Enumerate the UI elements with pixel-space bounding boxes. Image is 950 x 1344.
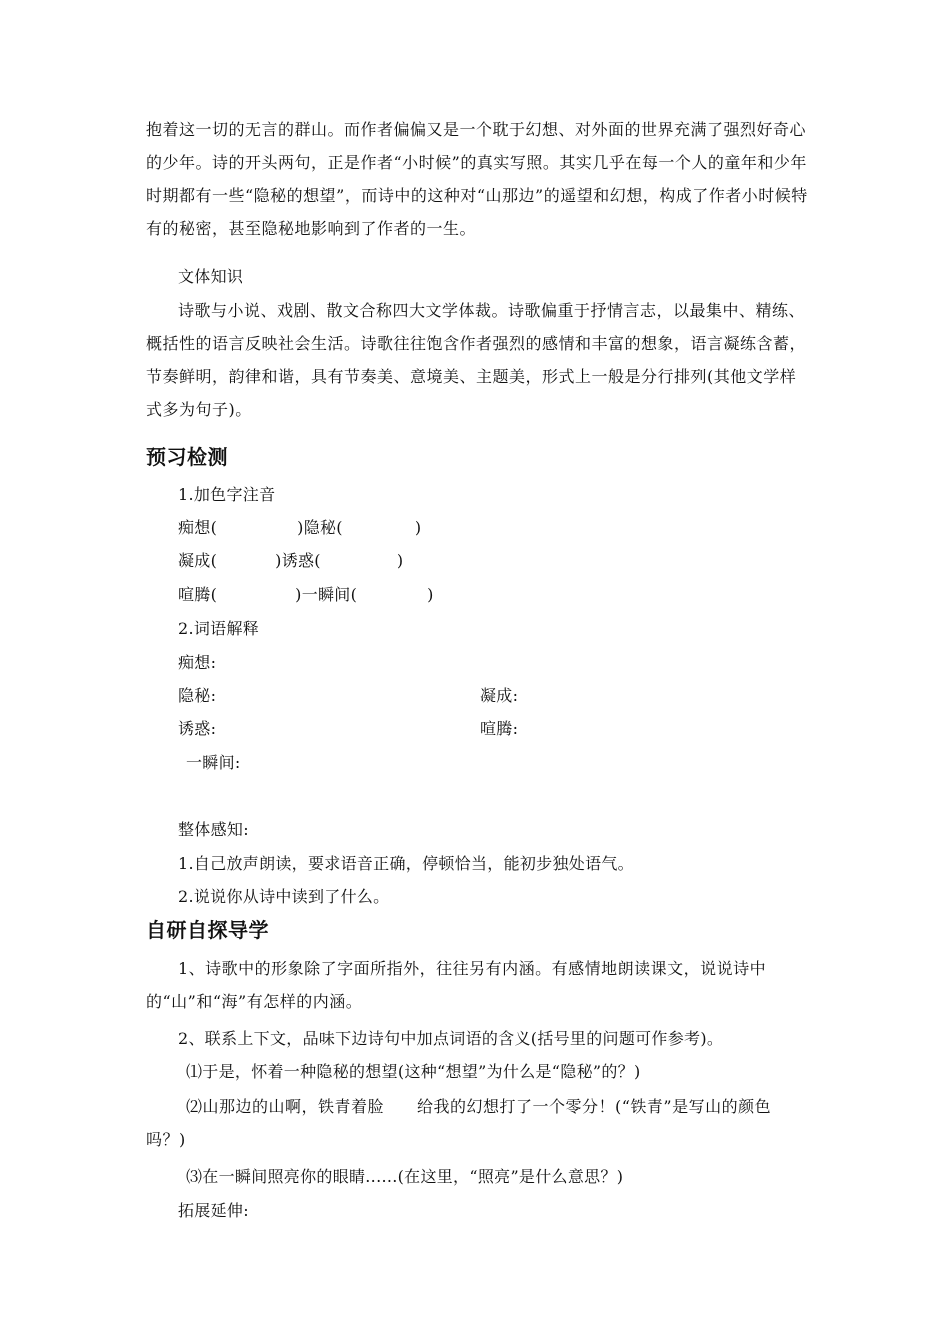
pinyin-row-3 — [178, 584, 434, 606]
pinyin-close: ) — [427, 585, 434, 604]
pinyin-term-chixiang: 痴想( — [178, 518, 218, 537]
pinyin-close: ) — [414, 518, 422, 537]
term-chixiang: 痴想: — [178, 653, 217, 672]
study-sub-1: ⑴于是，怀着一种隐秘的想望(这种“想望”为什么是“隐秘”的？) — [186, 1062, 641, 1081]
term-yinmi: 隐秘: — [178, 686, 217, 705]
pinyin-term-yinmi: )隐秘( — [297, 518, 343, 537]
term-yishunjian: 一瞬间: — [186, 753, 241, 772]
pinyin-term-ningcheng: 凝成( — [178, 551, 218, 570]
pinyin-close: ) — [396, 551, 404, 570]
pinyin-term-yishunjian: )一瞬间( — [295, 585, 358, 604]
term-ningcheng: 凝成: — [480, 686, 519, 705]
genre-title: 文体知识 — [178, 267, 244, 286]
study-sub-3: ⑶在一瞬间照亮你的眼睛......(在这里，“照亮”是什么意思？) — [186, 1167, 624, 1186]
q2-title: 2.词语解释 — [178, 619, 260, 638]
overall-item-1: 1.自己放声朗读，要求语音正确，停顿恰当，能初步独处语气。 — [178, 854, 634, 873]
pinyin-term-youhuo: )诱惑( — [275, 551, 321, 570]
term-youhuo: 诱惑: — [178, 719, 217, 738]
extension-title: 拓展延伸: — [178, 1201, 249, 1220]
overall-title: 整体感知: — [178, 820, 249, 839]
study-question-2: 2、联系上下文，品味下边诗句中加点词语的含义(括号里的问题可作参考)。 — [178, 1029, 724, 1048]
preview-heading: 预习检测 — [146, 445, 228, 469]
pinyin-row-1 — [178, 517, 421, 539]
q1-title: 1.加色字注音 — [178, 485, 276, 504]
pinyin-term-xuanteng: 喧腾( — [178, 585, 218, 604]
overall-item-2: 2.说说你从诗中读到了什么。 — [178, 887, 390, 906]
study-sub-2: ⑵山那边的山啊，铁青着脸 给我的幻想打了一个零分！(“铁青”是写山的颜色吗？) — [146, 1097, 772, 1149]
term-xuanteng: 喧腾: — [480, 719, 519, 738]
study-heading: 自研自探导学 — [146, 918, 269, 942]
genre-paragraph: 诗歌与小说、戏剧、散文合称四大文学体裁。诗歌偏重于抒情言志，以最集中、精练、概括性的语言反映社会生活。诗歌往往饱含作者强烈的感情和丰富的想象，语言凝练含蓄，节奏鲜明，韵律和谐，具有节奏美、意境美、主题美，形式上一般是分行排列(其他文学样式多为句子)。 — [146, 301, 807, 419]
intro-paragraph: 抱着这一切的无言的群山。而作者偏偏又是一个耽于幻想、对外面的世界充满了强烈好奇心的少年。诗的开头两句，正是作者“小时候”的真实写照。其实几乎在每一个人的童年和少年时期都有一些“隐秘的想望”，而诗中的这种对“山那边”的遥望和幻想，构成了作者小时候特有的秘密，甚至隐秘地影响到了作者的一生。 — [146, 120, 808, 238]
study-question-1: 1、诗歌中的形象除了字面所指外，往往另有内涵。有感情地朗读课文，说说诗中的“山”和“海”有怎样的内涵。 — [146, 959, 767, 1011]
pinyin-row-2 — [178, 550, 403, 572]
